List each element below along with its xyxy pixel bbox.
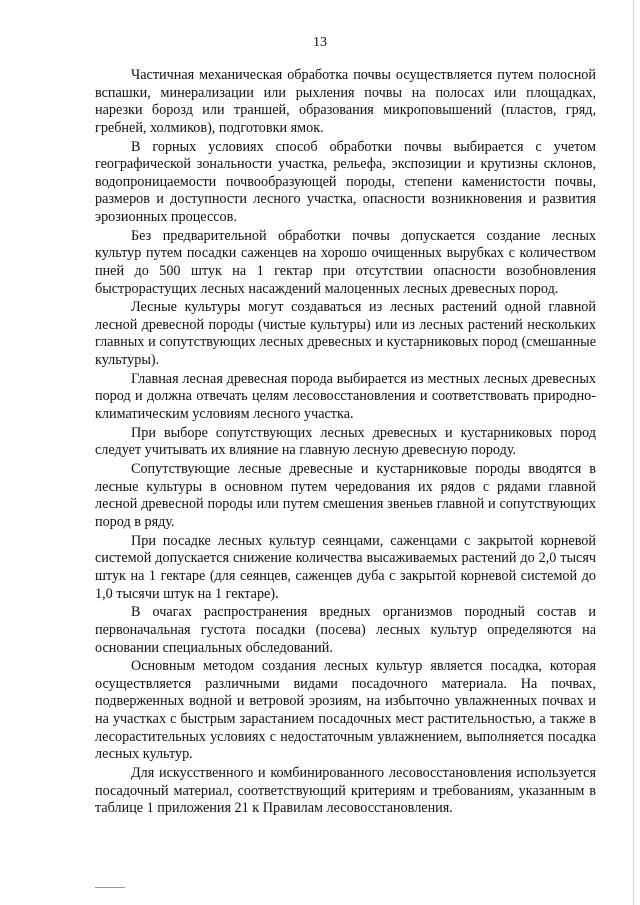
paragraph-9: В очагах распространения вредных организмов породный состав и первоначальная густота посадки (посева) лесных культур определяются на основании специальных обследований.	[95, 604, 596, 656]
paragraph-7: Сопутствующие лесные древесные и кустарниковые породы вводятся в лесные культуры в основном путем чередования их рядов с рядами главной лесной древесной породы или путем смешения звеньев главной и сопутствующих пород в ряду.	[95, 461, 596, 530]
paragraph-6: При выборе сопутствующих лесных древесных и кустарниковых пород следует учитывать их влияние на главную лесную древесную породу.	[95, 424, 596, 459]
paragraph-2: В горных условиях способ обработки почвы выбирается с учетом географической зональности участка, рельефа, экспозиции и крутизны склонов, водопроницаемости почвообразующей породы, степени каменистости почвы, размеров и доступности лесного участка, опасности возникновения и развития эрозионных процессов.	[95, 138, 596, 225]
paragraph-10: Основным методом создания лесных культур является посадка, которая осуществляется различными видами посадочного материала. На почвах, подверженных водной и ветровой эрозиям, на избыточно увлажненных почвах и на участках с быстрым зарастанием посадочных мест растительностью, а также в лесорастительных условиях с недостаточным увлажнением, выполняется посадка лесных культур.	[95, 658, 596, 763]
page-number: 13	[313, 35, 327, 50]
footer-rule	[95, 887, 125, 888]
paragraph-3: Без предварительной обработки почвы допускается создание лесных культур путем посадки саженцев на хорошо очищенных вырубках с количеством пней до 500 штук на 1 гектар при отсутствии опасности возобновления быстрорастущих лесных насаждений малоценных лесных древесных пород.	[95, 227, 596, 297]
paragraph-4: Лесные культуры могут создаваться из лесных растений одной главной лесной древесной породы (чистые культуры) или из лесных растений нескольких главных и сопутствующих лесных древесных и кустарниковых пород (смешанные культуры).	[95, 299, 596, 369]
paragraph-8: При посадке лесных культур сеянцами, саженцами с закрытой корневой системой допускается снижение количества высаживаемых растений до 2,0 тысяч штук на 1 гектаре (для сеянцев, саженцев дуба с закрытой корневой системой до 1,0 тысячи штук на 1 гектаре).	[95, 532, 596, 602]
document-body	[95, 67, 596, 818]
paragraph-11: Для искусственного и комбинированного лесовосстановления используется посадочный материал, соответствующий критериям и требованиям, указанным в таблице 1 приложения 21 к Правилам лесовосстановления.	[95, 765, 596, 817]
paragraph-5: Главная лесная древесная порода выбирается из местных лесных древесных пород и должна отвечать целям лесовосстановления и соответствовать природно-климатическим условиям лесного участка.	[95, 370, 596, 423]
page-edge-line	[633, 0, 634, 905]
paragraph-1: Частичная механическая обработка почвы осуществляется путем полосной вспашки, минерализации или рыхления почвы на полосах или площадках, нарезки борозд или траншей, образования микроповышений (пластов, гряд, гребней, холмиков), подготовки ямок.	[95, 67, 596, 136]
